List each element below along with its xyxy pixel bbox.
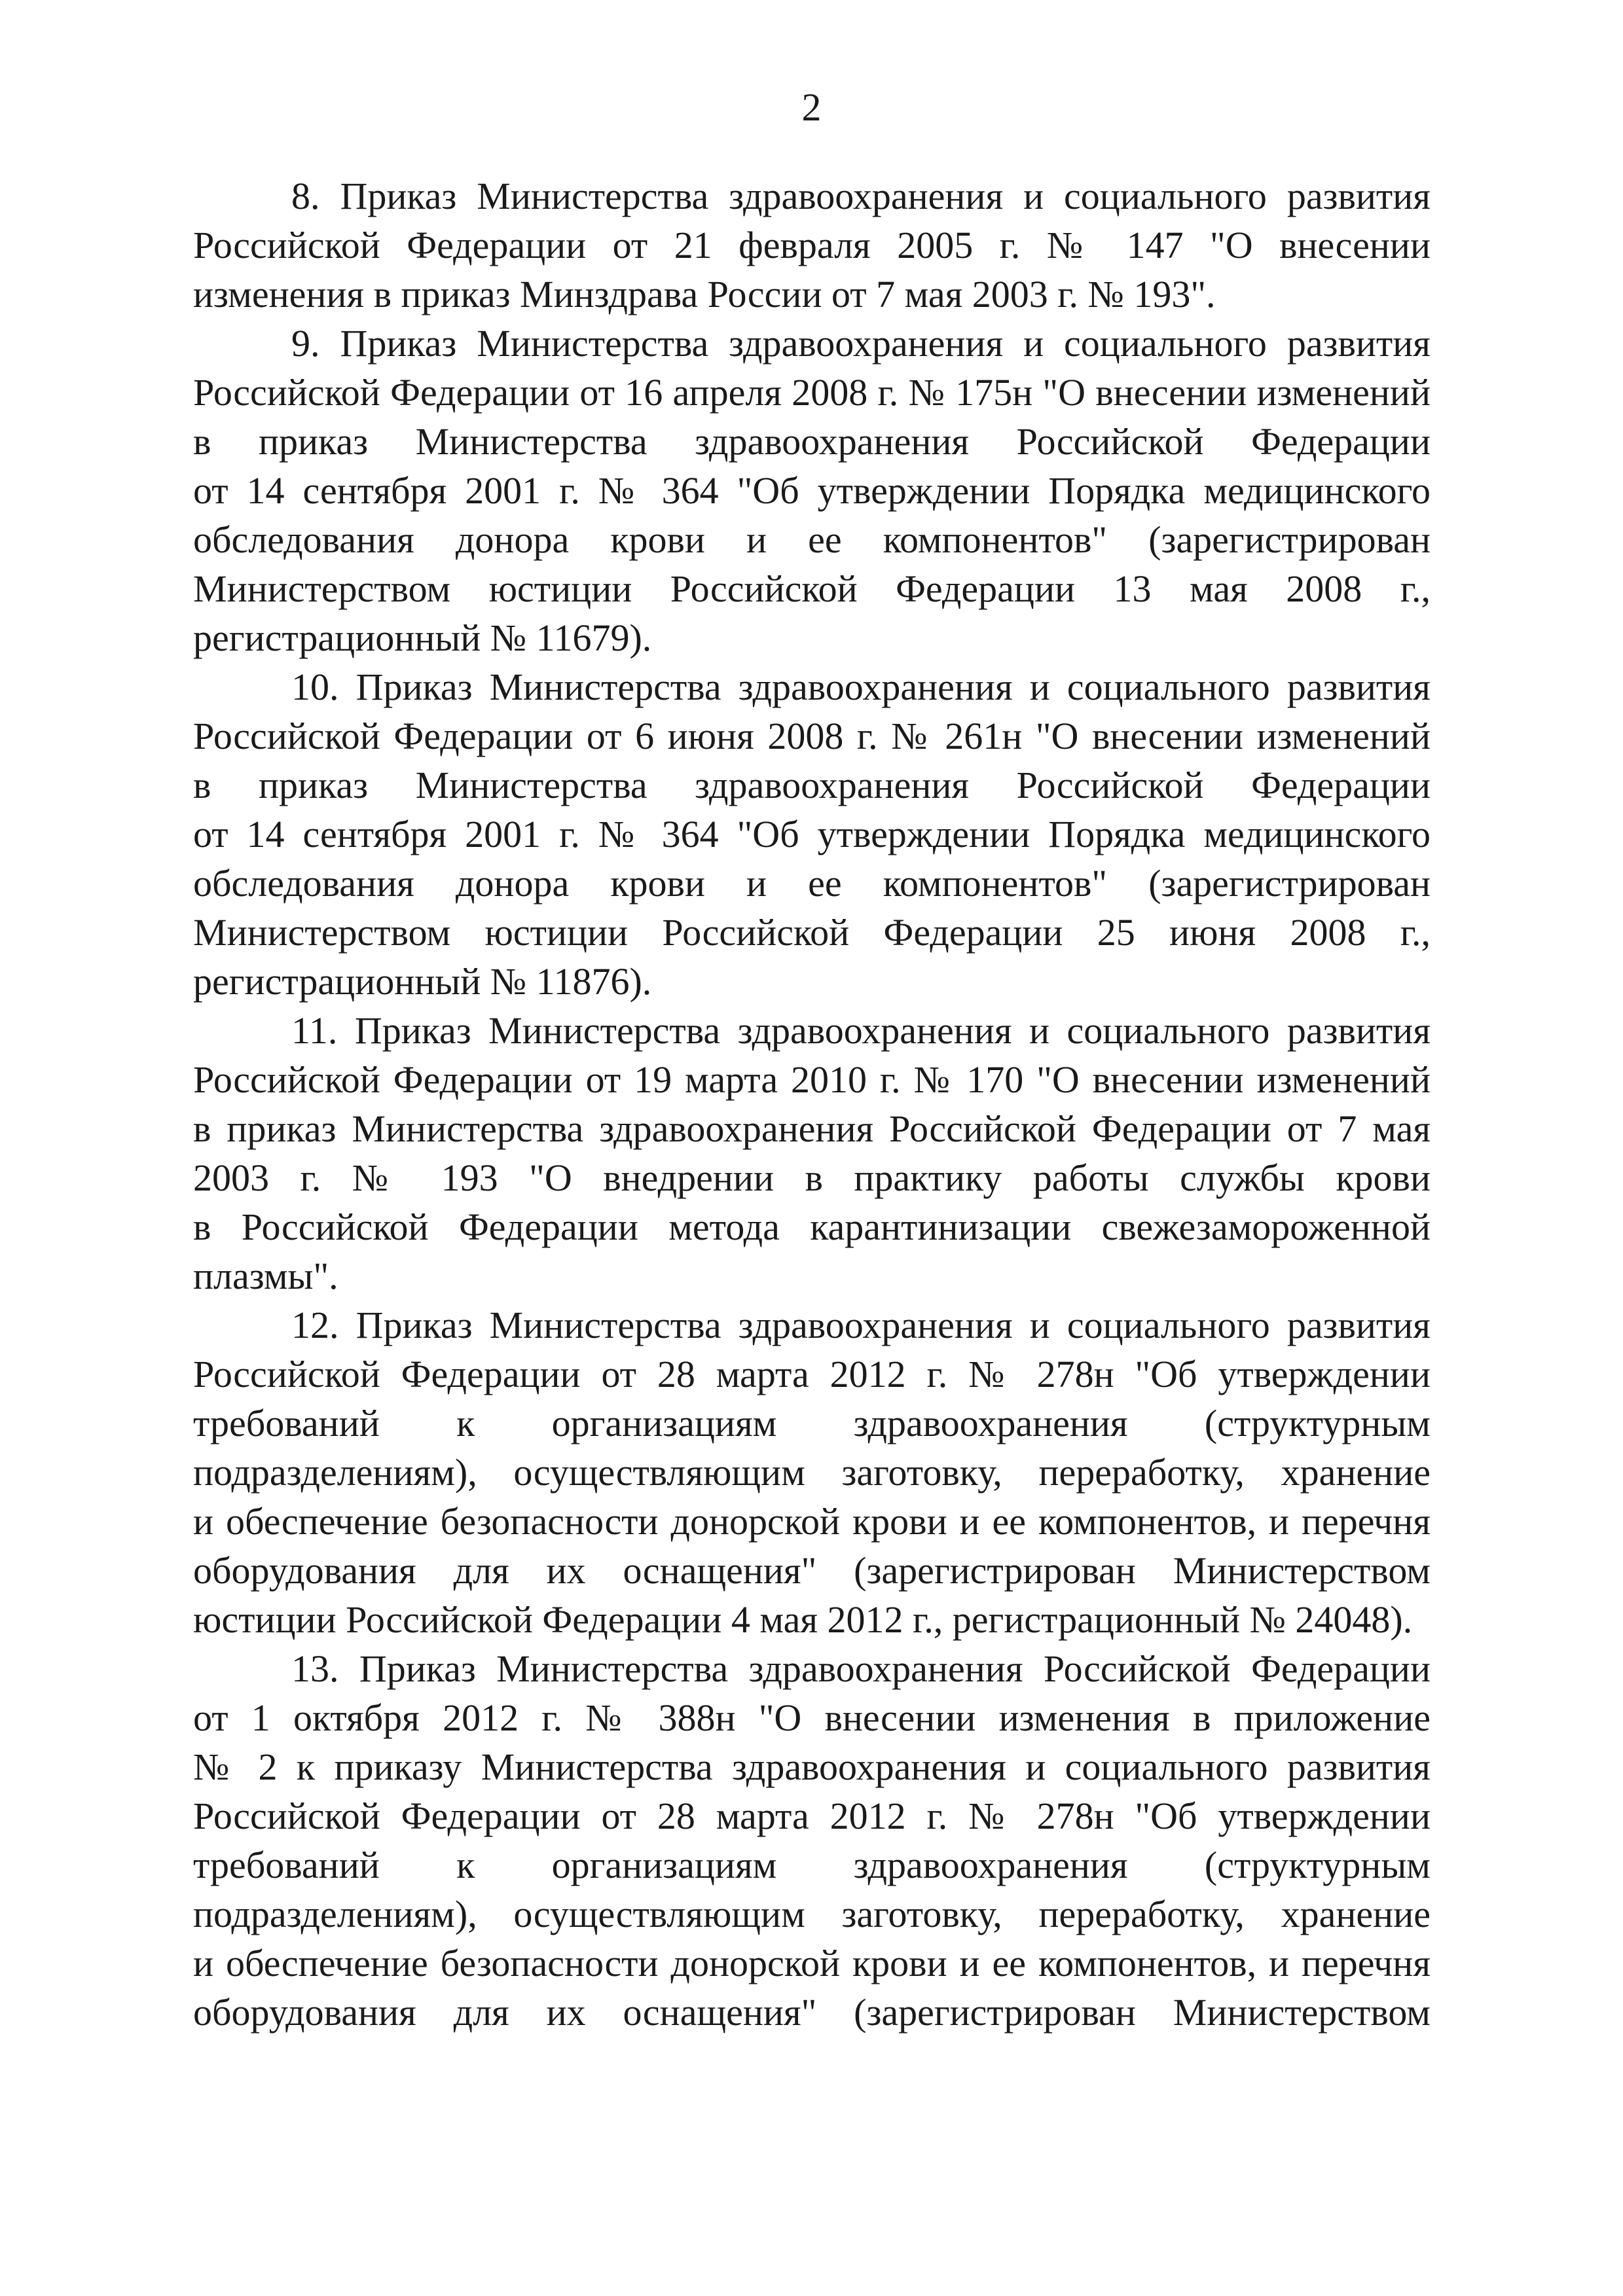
text-line: Российской Федерации от 16 апреля 2008 г. № 175н "О внесении изменений <box>193 371 1431 414</box>
text-line: Российской Федерации от 28 марта 2012 г. № 278н "Об утверждении <box>193 1353 1431 1395</box>
text-line: оборудования для их оснащения" (зарегистрирован Министерством <box>193 1549 1431 1592</box>
text-line: № 2 к приказу Министерства здравоохранения и социального развития <box>193 1746 1431 1788</box>
text-line: плазмы". <box>193 1255 338 1297</box>
text-line: в приказ Министерства здравоохранения Российской Федерации <box>193 764 1431 806</box>
text-line: в приказ Министерства здравоохранения Российской Федерации от 7 мая <box>193 1107 1431 1150</box>
text-line: Российской Федерации от 19 марта 2010 г. № 170 "О внесении изменений <box>193 1058 1431 1101</box>
list-item-13 <box>193 1644 1431 2037</box>
page-number: 2 <box>801 86 822 129</box>
text-line: от 14 сентября 2001 г. № 364 "Об утверждении Порядка медицинского <box>193 469 1431 512</box>
text-line: от 1 октября 2012 г. № 388н "О внесении изменения в приложение <box>193 1696 1431 1739</box>
text-line: изменения в приказ Минздрава России от 7 мая 2003 г. № 193". <box>193 273 1216 315</box>
text-line: требований к организациям здравоохранения (структурным <box>193 1402 1431 1444</box>
list-item-10 <box>193 662 1431 1006</box>
text-line: в приказ Министерства здравоохранения Российской Федерации <box>193 420 1431 463</box>
list-item-11 <box>193 1006 1431 1300</box>
text-line: Российской Федерации от 28 марта 2012 г. № 278н "Об утверждении <box>193 1795 1431 1837</box>
text-line: и обеспечение безопасности донорской крови и ее компонентов, и перечня <box>193 1942 1431 1984</box>
text-line: 8. Приказ Министерства здравоохранения и социального развития <box>291 175 1431 217</box>
text-line: Министерством юстиции Российской Федерации 13 мая 2008 г., <box>193 567 1431 610</box>
text-line: 12. Приказ Министерства здравоохранения и социального развития <box>291 1304 1431 1346</box>
text-line: подразделениям), осуществляющим заготовку, переработку, хранение <box>193 1893 1431 1935</box>
text-line: регистрационный № 11679). <box>193 617 652 659</box>
text-line: и обеспечение безопасности донорской крови и ее компонентов, и перечня <box>193 1500 1431 1543</box>
text-line: регистрационный № 11876). <box>193 960 652 1003</box>
text-line: в Российской Федерации метода карантинизации свежезамороженной <box>193 1206 1431 1248</box>
text-line: Российской Федерации от 6 июня 2008 г. № 261н "О внесении изменений <box>193 715 1431 757</box>
text-line: юстиции Российской Федерации 4 мая 2012 г., регистрационный № 24048). <box>193 1598 1413 1641</box>
text-line: от 14 сентября 2001 г. № 364 "Об утверждении Порядка медицинского <box>193 813 1431 855</box>
text-line: обследования донора крови и ее компонентов" (зарегистрирован <box>193 518 1431 561</box>
text-line: требований к организациям здравоохранения (структурным <box>193 1844 1431 1886</box>
list-item-12 <box>193 1300 1431 1644</box>
list-item-8 <box>193 171 1431 319</box>
text-line: 9. Приказ Министерства здравоохранения и социального развития <box>291 322 1431 365</box>
text-line: подразделениям), осуществляющим заготовку, переработку, хранение <box>193 1451 1431 1494</box>
text-line: Российской Федерации от 21 февраля 2005 г. № 147 "О внесении <box>193 224 1431 266</box>
text-line: обследования донора крови и ее компонентов" (зарегистрирован <box>193 862 1431 905</box>
document-body <box>193 171 1431 2037</box>
text-line: 11. Приказ Министерства здравоохранения и социального развития <box>291 1009 1431 1052</box>
text-line: оборудования для их оснащения" (зарегистрирован Министерством <box>193 1991 1431 2034</box>
text-line: 13. Приказ Министерства здравоохранения Российской Федерации <box>291 1647 1431 1690</box>
text-line: 10. Приказ Министерства здравоохранения и социального развития <box>291 666 1431 708</box>
list-item-9 <box>193 319 1431 662</box>
text-line: Министерством юстиции Российской Федерации 25 июня 2008 г., <box>193 911 1431 954</box>
text-line: 2003 г. № 193 "О внедрении в практику работы службы крови <box>193 1157 1431 1199</box>
